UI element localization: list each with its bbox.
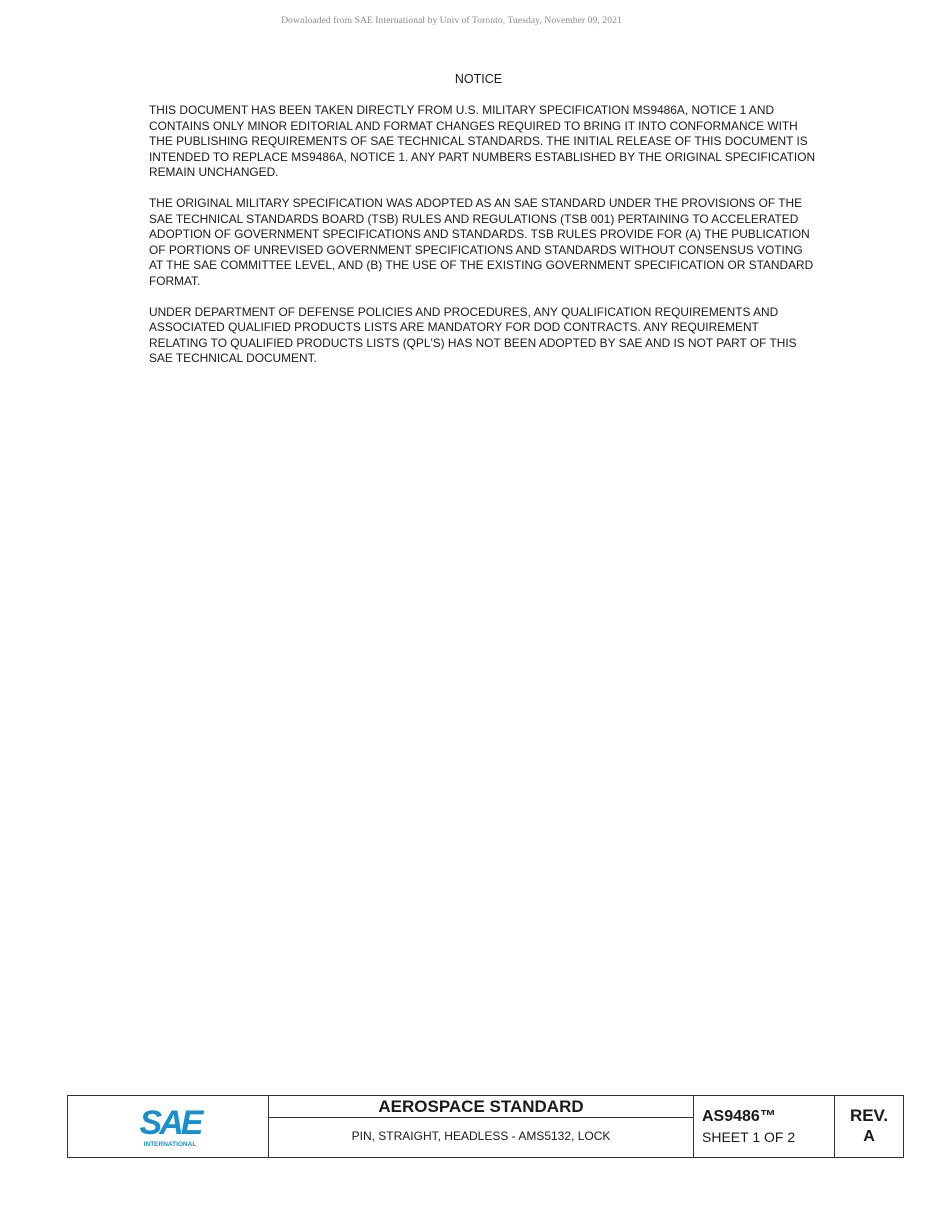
sheet-number: SHEET 1 OF 2 (702, 1129, 796, 1145)
notice-paragraph: THIS DOCUMENT HAS BEEN TAKEN DIRECTLY FROM U.S. MILITARY SPECIFICATION MS9486A, NOTICE 1 AND CONTAINS ONLY MINOR EDITORIAL AND FORMAT CHANGES REQUIRED TO BRING IT INTO CONFORMANCE WITH THE PUBLISHING REQUIREMENTS OF SAE TECHNICAL STANDARDS. THE INITIAL RELEASE OF THIS DOCUMENT IS INTENDED TO REPLACE MS9486A, NOTICE 1. ANY PART NUMBERS ESTABLISHED BY THE ORIGINAL SPECIFICATION REMAIN UNCHANGED. (149, 103, 816, 179)
revision-label: REV. (849, 1106, 889, 1125)
notice-paragraph: UNDER DEPARTMENT OF DEFENSE POLICIES AND PROCEDURES, ANY QUALIFICATION REQUIREMENTS AND ASSOCIATED QUALIFIED PRODUCTS LISTS ARE MANDATORY FOR DOD CONTRACTS. ANY REQUIREMENT RELATING TO QUALIFIED PRODUCTS LISTS (QPL'S) HAS NOT BEEN ADOPTED BY SAE AND IS NOT PART OF THIS SAE TECHNICAL DOCUMENT. (149, 304, 797, 365)
notice-title: NOTICE (454, 72, 503, 86)
document-id: AS9486™ (702, 1108, 776, 1125)
logo-cell (68, 1096, 269, 1157)
revision-value: A (863, 1128, 875, 1145)
standard-label: AEROSPACE STANDARD (269, 1096, 693, 1118)
title-cell (269, 1096, 694, 1157)
download-banner: Downloaded from SAE International by Univ of Toronto, Tuesday, November 09, 2021 (281, 16, 622, 26)
revision-cell (835, 1096, 903, 1157)
notice-paragraph: THE ORIGINAL MILITARY SPECIFICATION WAS ADOPTED AS AN SAE STANDARD UNDER THE PROVISIONS OF THE SAE TECHNICAL STANDARDS BOARD (TSB) RULES AND REGULATIONS (TSB 001) PERTAINING TO ACCELERATED ADOPTION OF GOVERNMENT SPECIFICATIONS AND STANDARDS. TSB RULES PROVIDE FOR (A) THE PUBLICATION OF PORTIONS OF UNREVISED GOVERNMENT SPECIFICATIONS AND STANDARDS WITHOUT CONSENSUS VOTING AT THE SAE COMMITTEE LEVEL, AND (B) THE USE OF THE EXISTING GOVERNMENT SPECIFICATION OR STANDARD FORMAT. (149, 196, 814, 288)
title-block (67, 1095, 904, 1158)
sae-international-logo-icon (136, 1104, 206, 1150)
notice-body (149, 103, 819, 382)
part-title: PIN, STRAIGHT, HEADLESS - AMS5132, LOCK (351, 1129, 611, 1143)
document-number-cell (694, 1096, 835, 1157)
svg-text:SAE: SAE (139, 1104, 201, 1142)
svg-text:INTERNATIONAL: INTERNATIONAL (143, 1141, 197, 1148)
